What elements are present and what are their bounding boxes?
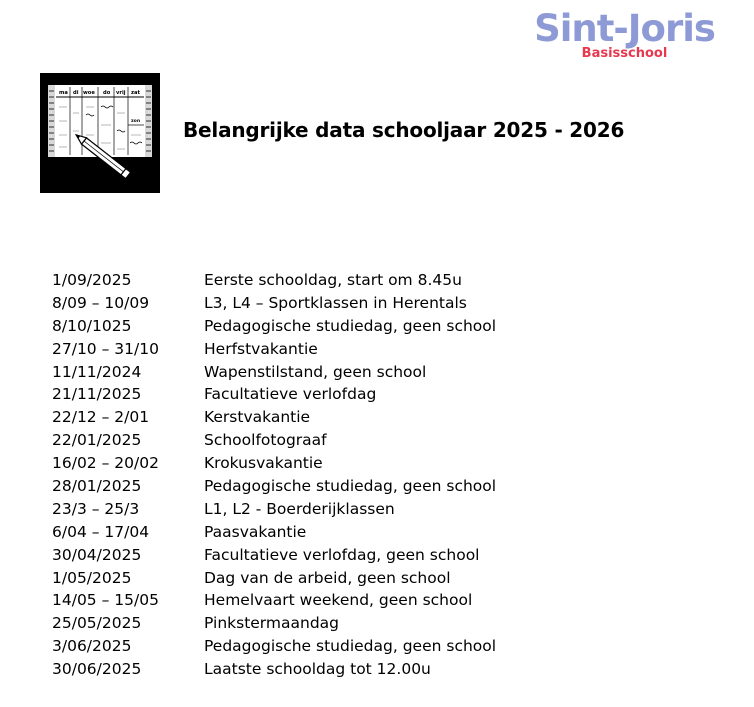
entry-date: 23/3 – 25/3 [52, 499, 140, 518]
day-label: do [103, 90, 111, 96]
entry-event: Facultatieve verlofdag, geen school [204, 545, 480, 564]
list-item [52, 612, 496, 635]
entry-event: L3, L4 – Sportklassen in Herentals [204, 293, 467, 312]
entry-date: 14/05 – 15/05 [52, 591, 159, 610]
entry-date: 30/06/2025 [52, 660, 142, 679]
day-label: zon [131, 119, 141, 124]
list-item [52, 361, 496, 384]
list-item [52, 567, 496, 590]
entry-event: Laatste schooldag tot 12.00u [204, 660, 431, 679]
entry-date: 3/06/2025 [52, 637, 132, 656]
entry-event: Wapenstilstand, geen school [204, 362, 427, 381]
list-item [52, 429, 496, 452]
entry-event: L1, L2 - Boerderijklassen [204, 499, 395, 518]
entry-date: 11/11/2024 [52, 362, 142, 381]
entry-event: Pedagogische studiedag, geen school [204, 477, 497, 496]
list-item [52, 658, 496, 681]
entry-date: 28/01/2025 [52, 477, 142, 496]
entry-date: 6/04 – 17/04 [52, 522, 150, 541]
entry-event: Kerstvakantie [204, 408, 311, 427]
logo-subtitle: Basisschool [581, 46, 668, 61]
list-item [52, 544, 496, 567]
entry-date: 25/05/2025 [52, 614, 142, 633]
entry-event: Pedagogische studiedag, geen school [204, 316, 497, 335]
day-label: di [73, 90, 79, 96]
entry-event: Dag van de arbeid, geen school [204, 568, 451, 587]
list-item [52, 292, 496, 315]
entry-date: 1/09/2025 [52, 271, 132, 289]
day-label: woe [83, 90, 95, 96]
entry-date: 21/11/2025 [52, 385, 142, 404]
entry-date: 22/12 – 2/01 [52, 408, 150, 427]
important-dates-list [52, 269, 496, 681]
entry-date: 30/04/2025 [52, 545, 142, 564]
entry-event: Herfstvakantie [204, 339, 318, 358]
list-item [52, 269, 496, 292]
entry-date: 8/09 – 10/09 [52, 293, 150, 312]
entry-event: Pedagogische studiedag, geen school [204, 637, 497, 656]
list-item [52, 475, 496, 498]
list-item [52, 498, 496, 521]
list-item [52, 315, 496, 338]
entry-event: Facultatieve verlofdag [204, 385, 377, 404]
entry-date: 16/02 – 20/02 [52, 454, 159, 473]
entry-date: 22/01/2025 [52, 431, 142, 450]
entry-date: 8/10/1025 [52, 316, 132, 335]
day-label: ma [59, 90, 68, 96]
entry-event: Paasvakantie [204, 522, 307, 541]
list-item [52, 406, 496, 429]
day-label: vrij [116, 90, 126, 96]
entry-event: Schoolfotograaf [204, 431, 327, 450]
list-item [52, 589, 496, 612]
list-item [52, 452, 496, 475]
entry-event: Hemelvaart weekend, geen school [204, 591, 473, 610]
entry-event: Krokusvakantie [204, 454, 323, 473]
school-logo [522, 8, 727, 61]
logo-name: Sint-Joris [534, 7, 715, 50]
calendar-with-pencil-icon [40, 73, 160, 193]
entry-date: 27/10 – 31/10 [52, 339, 159, 358]
entry-event: Pinkstermaandag [204, 614, 339, 633]
page-title: Belangrijke data schooljaar 2025 - 2026 [183, 118, 625, 142]
entry-date: 1/05/2025 [52, 568, 132, 587]
list-item [52, 338, 496, 361]
entry-event: Eerste schooldag, start om 8.45u [204, 271, 462, 289]
day-label: zat [131, 90, 140, 96]
list-item [52, 383, 496, 406]
list-item [52, 635, 496, 658]
list-item [52, 521, 496, 544]
